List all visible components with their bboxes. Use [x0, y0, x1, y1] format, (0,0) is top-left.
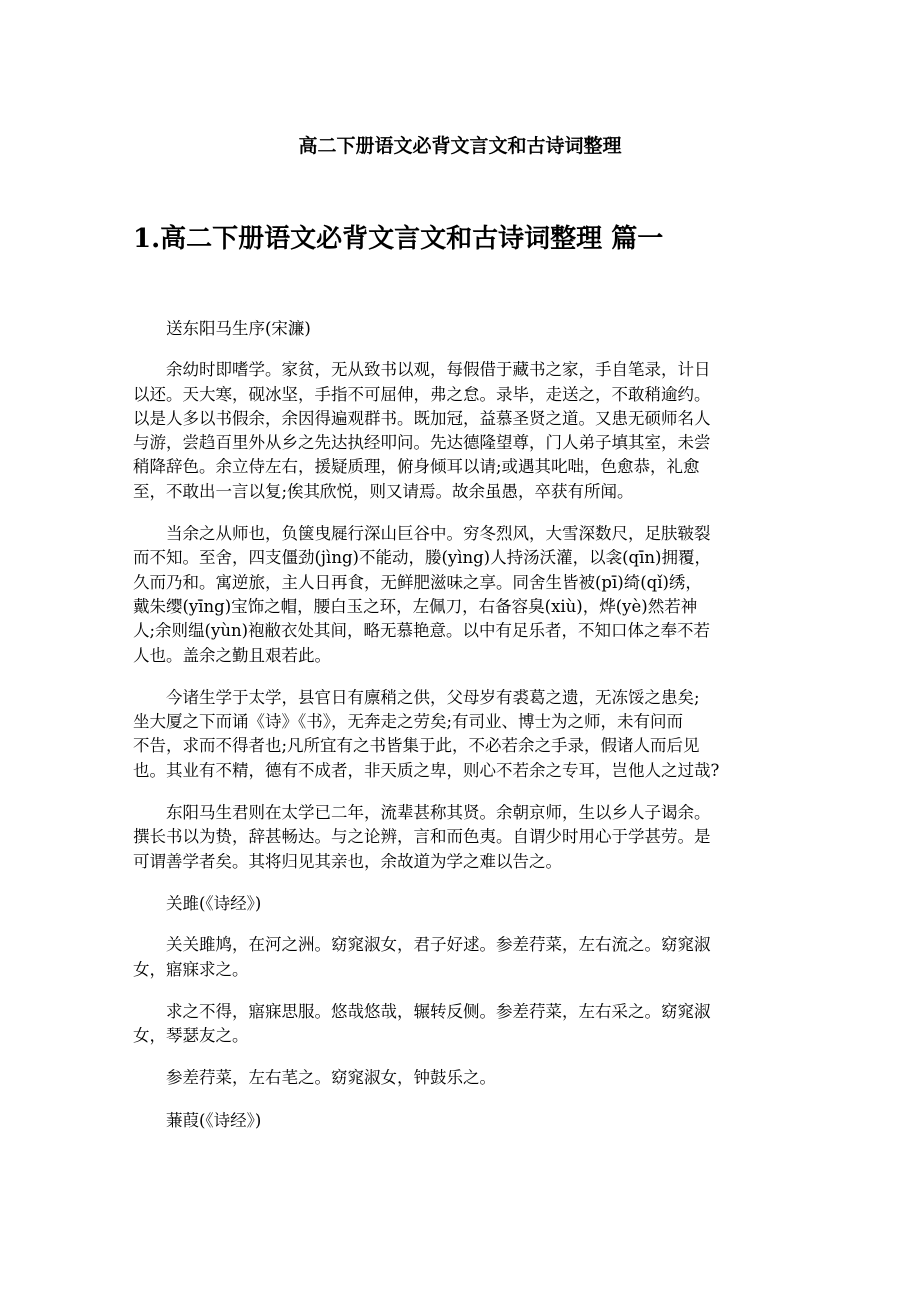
- text-title-guanju: 关雎(《诗经》): [166, 893, 262, 913]
- text-title-jianjia: 蒹葭(《诗经》): [166, 1110, 262, 1130]
- document-body: [133, 317, 793, 1150]
- body-paragraph: 余幼时即嗜学。家贫，无从致书以观，每假借于藏书之家，手自笔录，计日 以还。天大寒，砚冰坚，手指不可屈伸，弗之怠。录毕，走送之，不敢稍逾约。 以是人多以书假余，余因得遍观群书。既加冠，益慕圣贤之道。又患无硕师名人 与游，尝趋百里外从乡之先达执经叩问。先达德隆望尊，门人弟子填其室，未尝 稍降辞色。余立侍左右，援疑质理，俯身倾耳以请;或遇其叱咄，色愈恭，礼愈 至，不敢出一言以复;俟其欣悦，则又请焉。故余虽愚，卒获有所闻。: [133, 360, 711, 501]
- body-paragraph: 今诸生学于太学，县官日有廪稍之供，父母岁有裘葛之遗，无冻馁之患矣; 坐大厦之下而诵《诗》《书》，无奔走之劳矣;有司业、博士为之师，未有问而 不告，求而不得者也;凡所宜有之书皆集于此，不必若余之手录，假诸人而后见 也。其业有不精，德有不成者，非天质之卑，则心不若余之专耳，岂他人之过哉?: [133, 687, 720, 780]
- poem-stanza: 求之不得，寤寐思服。悠哉悠哉，辗转反侧。参差荇菜，左右采之。窈窕淑 女，琴瑟友之。: [133, 1001, 711, 1046]
- section-heading: 1.高二下册语文必背文言文和古诗词整理 篇一: [133, 224, 664, 254]
- poem-stanza: 参差荇菜，左右芼之。窈窕淑女，钟鼓乐之。: [166, 1068, 496, 1088]
- poem-stanza: 关关雎鸠，在河之洲。窈窕淑女，君子好逑。参差荇菜，左右流之。窈窕淑 女，寤寐求之。: [133, 935, 711, 979]
- text-title-song-dongyang: 送东阳马生序(宋濂): [166, 319, 311, 338]
- body-paragraph: 东阳马生君则在太学已二年，流辈甚称其贤。余朝京师，生以乡人子谒余。 撰长书以为贽，辞甚畅达。与之论辨，言和而色夷。自谓少时用心于学甚劳。是 可谓善学者矣。其将归见其亲也，余故道为学之难以告之。: [133, 803, 711, 871]
- document-title: 高二下册语文必背文言文和古诗词整理: [298, 135, 622, 157]
- body-paragraph: 当余之从师也，负箧曳屣行深山巨谷中。穷冬烈风，大雪深数尺，足肤皲裂 而不知。至舍，四支僵劲(jìng)不能动，媵(yìng)人持汤沃灌，以衾(qīn)拥覆， 久而乃和。寓逆旅，主人日再食，无鲜肥滋味之享。同舍生皆被(pī)绮(qǐ)绣， 戴朱缨(yīng)宝饰之帽，腰白玉之环，左佩刀，右备容臭(xiù)，烨(yè)然若神 人;余则缊(yùn)袍敝衣处其间，略无慕艳意。以中有足乐者，不知口体之奉不若 人也。盖余之勤且艰若此。: [133, 524, 711, 665]
